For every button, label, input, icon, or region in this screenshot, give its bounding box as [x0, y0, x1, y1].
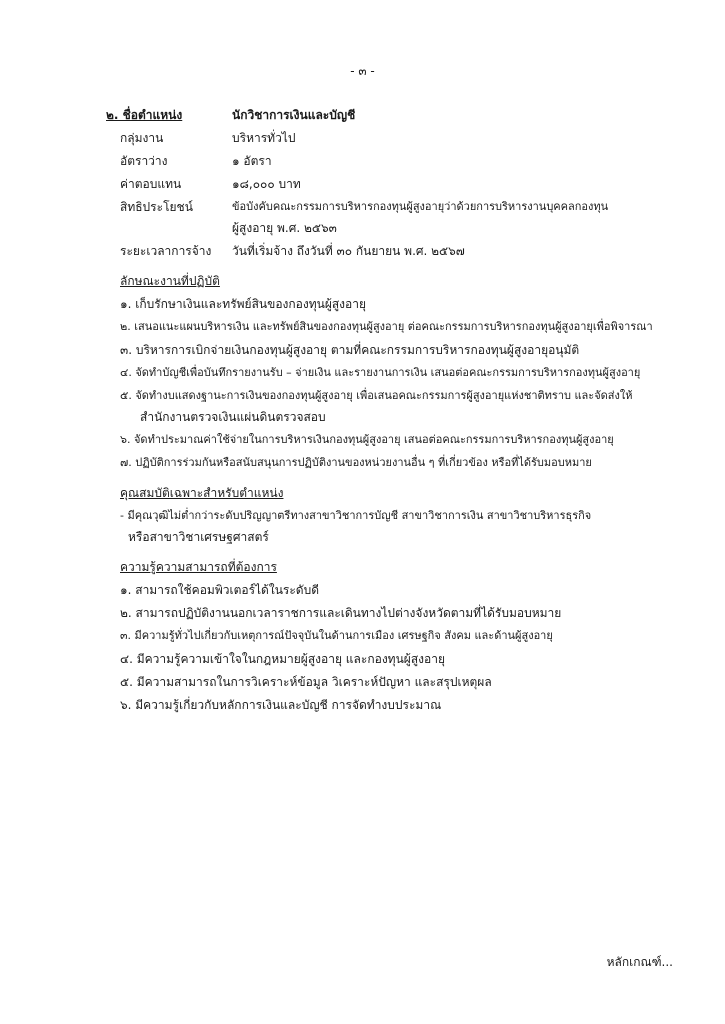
- skill-item: ๒. สามารถปฏิบัติงานนอกเวลาราชการและเดินทางไปต่างจังหวัดตามที่ได้รับมอบหมาย: [120, 606, 562, 620]
- info-label-benefits: สิทธิประโยชน์: [120, 200, 193, 214]
- duty-item: ๔. จัดทำบัญชีเพื่อบันทึกรายงานรับ – จ่ายเงิน และรายงานการเงิน เสนอต่อคณะกรรมการบริหารกองทุนผู้สูงอายุ: [120, 366, 641, 379]
- duty-item-cont: สำนักงานตรวจเงินแผ่นดินตรวจสอบ: [140, 410, 326, 424]
- skill-item: ๑. สามารถใช้คอมพิวเตอร์ได้ในระดับดี: [120, 583, 319, 597]
- info-value-group: บริหารทั่วไป: [232, 131, 296, 145]
- duty-item: ๓. บริหารการเบิกจ่ายเงินกองทุนผู้สูงอายุ ตามที่คณะกรรมการบริหารกองทุนผู้สูงอายุอนุมัติ: [120, 343, 580, 357]
- skill-item: ๕. มีความสามารถในการวิเคราะห์ข้อมูล วิเคราะห์ปัญหา และสรุปเหตุผล: [120, 675, 492, 689]
- skill-item: ๔. มีความรู้ความเข้าใจในกฎหมายผู้สูงอายุ และกองทุนผู้สูงอายุ: [120, 652, 445, 666]
- info-value-period: วันที่เริ่มจ้าง ถึงวันที่ ๓๐ กันยายน พ.ศ. ๒๕๖๗: [232, 244, 465, 258]
- info-label-period: ระยะเวลาการจ้าง: [120, 244, 212, 258]
- skill-item: ๖. มีความรู้เกี่ยวกับหลักการเงินและบัญชี การจัดทำงบประมาณ: [120, 698, 442, 712]
- position-number-label: ๒. ชื่อตำแหน่ง: [106, 108, 183, 122]
- skill-item: ๓. มีความรู้ทั่วไปเกี่ยวกับเหตุการณ์ปัจจุบันในด้านการเมือง เศรษฐกิจ สังคม และด้านผู้สูงอายุ: [120, 629, 553, 642]
- qualification-item: - มีคุณวุฒิไม่ต่ำกว่าระดับปริญญาตรีทางสาขาวิชาการบัญชี สาขาวิชาการเงิน สาขาวิชาบริหารธุรกิจ: [120, 509, 592, 522]
- info-value-benefits: ข้อบังคับคณะกรรมการบริหารกองทุนผู้สูงอายุว่าด้วยการบริหารงานบุคคลกองทุน: [232, 200, 609, 213]
- continuation-footer: หลักเกณฑ์...: [606, 955, 673, 969]
- duty-item: ๖. จัดทำประมาณค่าใช้จ่ายในการบริหารเงินกองทุนผู้สูงอายุ เสนอต่อคณะกรรมการบริหารกองทุนผู้สูงอายุ: [120, 433, 614, 446]
- duty-item: ๕. จัดทำงบแสดงฐานะการเงินของกองทุนผู้สูงอายุ เพื่อเสนอคณะกรรมการผู้สูงอายุแห่งชาติทราบ และจัดส่งให้: [120, 389, 633, 402]
- info-label-salary: ค่าตอบแทน: [120, 177, 182, 191]
- duties-heading: ลักษณะงานที่ปฏิบัติ: [120, 274, 220, 288]
- info-value-vacancy: ๑ อัตรา: [232, 154, 272, 168]
- qualification-item-cont: หรือสาขาวิชาเศรษฐศาสตร์: [128, 530, 269, 544]
- skills-heading: ความรู้ความสามารถที่ต้องการ: [120, 560, 277, 574]
- qualifications-heading: คุณสมบัติเฉพาะสำหรับตำแหน่ง: [120, 486, 284, 500]
- info-label-vacancy: อัตราว่าง: [120, 154, 168, 168]
- info-label-group: กลุ่มงาน: [120, 131, 164, 145]
- position-title: นักวิชาการเงินและบัญชี: [232, 108, 356, 122]
- duty-item: ๒. เสนอแนะแผนบริหารเงิน และทรัพย์สินของกองทุนผู้สูงอายุ ต่อคณะกรรมการบริหารกองทุนผู้สูงอายุเพื่อพิจารณา: [120, 320, 653, 333]
- duty-item: ๗. ปฏิบัติการร่วมกันหรือสนับสนุนการปฏิบัติงานของหน่วยงานอื่น ๆ ที่เกี่ยวข้อง หรือที่ได้รับมอบหมาย: [120, 456, 592, 469]
- info-value-salary: ๑๘,๐๐๐ บาท: [232, 177, 301, 191]
- page-number: - ๓ -: [350, 64, 375, 78]
- info-value-benefits-cont: ผู้สูงอายุ พ.ศ. ๒๕๖๓: [232, 221, 337, 235]
- duty-item: ๑. เก็บรักษาเงินและทรัพย์สินของกองทุนผู้สูงอายุ: [120, 297, 367, 311]
